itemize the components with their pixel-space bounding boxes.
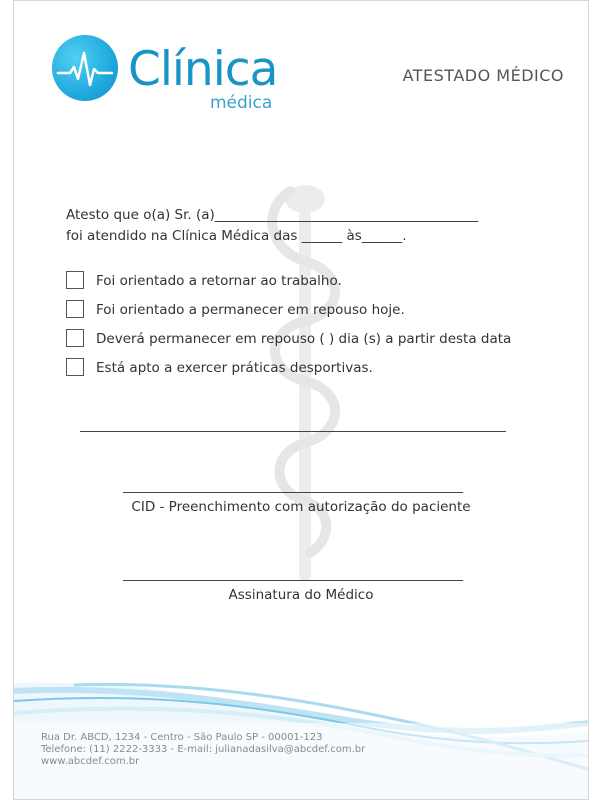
- footer-address: Rua Dr. ABCD, 1234 - Centro - São Paulo SP - 00001-123: [41, 732, 323, 743]
- brand-subtitle: médica: [210, 93, 273, 113]
- footer-website: www.abcdef.com.br: [41, 756, 140, 767]
- document-title: ATESTADO MÉDICO: [402, 66, 564, 85]
- wave-decoration: [14, 661, 588, 800]
- attendance-line: foi atendido na Clínica Médica das ______ às______.: [66, 228, 407, 244]
- notes-line: [80, 431, 506, 432]
- option-label: Deverá permanecer em repouso ( ) dia (s) a partir desta data: [96, 331, 512, 347]
- option-label: Foi orientado a retornar ao trabalho.: [96, 273, 342, 289]
- option-label: Está apto a exercer práticas desportivas.: [96, 360, 373, 376]
- option-label: Foi orientado a permanecer em repouso hoje.: [96, 302, 405, 318]
- document-sheet: [13, 0, 589, 800]
- brand-name: Clínica: [128, 42, 278, 97]
- checkbox-rest-days[interactable]: [66, 329, 84, 347]
- cid-signature-line: [123, 492, 463, 493]
- checkbox-return-work[interactable]: [66, 271, 84, 289]
- doctor-signature-caption: Assinatura do Médico: [228, 587, 374, 603]
- checkbox-rest-today[interactable]: [66, 300, 84, 318]
- clinic-logo: [52, 35, 118, 101]
- doctor-signature-line: [123, 580, 463, 581]
- footer-contact: Telefone: (11) 2222-3333 - E-mail: julianadasilva@abcdef.com.br: [41, 744, 366, 755]
- cid-caption: CID - Preenchimento com autorização do paciente: [131, 499, 471, 515]
- patient-line: Atesto que o(a) Sr. (a)_______________________________________: [66, 207, 479, 223]
- checkbox-sports-fit[interactable]: [66, 358, 84, 376]
- heartbeat-icon: [52, 35, 118, 101]
